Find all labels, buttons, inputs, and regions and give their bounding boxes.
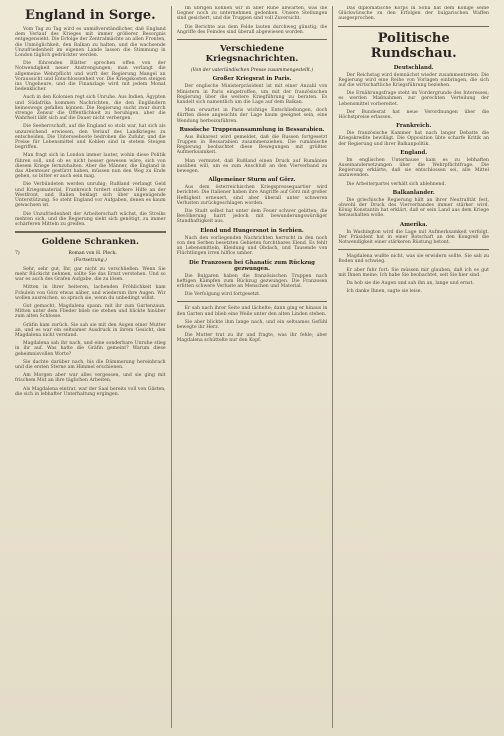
politics-section-3: England. (400, 149, 428, 156)
serial-continued: (Fortsetzung.) (73, 258, 107, 264)
section-title-3: Allgemeiner Sturm auf Görz. (208, 177, 296, 184)
column-middle (172, 6, 334, 728)
section-body-2: Aus Bukarest wird gemeldet, daß die Russen fortgesetzt Truppen in Bessarabien zusammenziehen. Die rumänische Regierung beobachtet diese Bewegungen mit größter Aufmerksamkeit. Man vermutet, daß Rußland einen Druck auf Rumänien ausüben will, um es zum Anschluß an den Vierverband zu bewegen. (176, 134, 328, 175)
section-title-4: Elend und Hungersnot in Serbien. (200, 227, 304, 234)
serial-continued-middle: Er sah nach ihrer Seite und lächelte; dann ging er hinaus in den Garten und blieb eine Weile unter den alten Linden stehen. Sie aber blickte ihm lange nach, und ein seltsames Gefühl bewegte ihr Herz. Die Mutter trat zu ihr und fragte, was ihr fehle; aber Magdalena schüttelte nur den Kopf. (176, 306, 328, 344)
serial-number: 7) (15, 251, 20, 257)
politics-section-1: Deutschland. (393, 64, 434, 71)
serial-continued-right: Magdalena wußte nicht, was sie erwidern sollte. Sie sah zu Boden und schwieg. Er aber fuhr fort: Sie müssen mir glauben, daß ich es gut mit Ihnen meine. Ich habe Sie beobachtet, seit Sie hier sind. Da hob sie die Augen und sah ihn an, lange und ernst. Ich danke Ihnen, sagte sie leise. (338, 254, 490, 295)
politics-section-5: Amerika. (400, 221, 428, 228)
section-body-3: Aus dem österreichischen Kriegspressequartier wird berichtet: Die Italiener haben ihre Angriffe auf Görz mit großer Heftigkeit erneuert, sind aber überall unter schweren Verlusten zurückgeschlagen worden. Die Stadt selbst hat unter dem Feuer schwer gelitten; die Bevölkerung harrt jedoch mit bewunderungswürdiger Standhaftigkeit aus. (176, 185, 328, 225)
politics-section-2: Frankreich. (396, 123, 432, 130)
politics-body-4: Die griechische Regierung hält an ihrer Neutralität fest, obwohl der Druck des Vierverbandes immer stärker wird. König Konstantin hat erklärt, daß er sein Land aus dem Kriege heraushalten wolle. (338, 197, 490, 219)
section-body-4: Nach den vorliegenden Nachrichten herrscht in den noch von den Serben besetzten Gebieten furchtbares Elend. Es fehlt an Lebensmitteln, Kleidung und Obdach, und Tausende von Flüchtlingen irren hilflos umher. (176, 235, 328, 257)
separator-rule-middle (177, 39, 328, 40)
column-right (333, 6, 494, 728)
column-left (10, 6, 172, 728)
article-headline-politics: Politische Rundschau. (370, 30, 457, 61)
serial-title: Goldene Schranken. (41, 237, 139, 248)
separator-rule (15, 231, 166, 233)
section-title-2: Russische Truppenansammlung in Bessarabien. (179, 126, 325, 133)
serial-byline: Roman von H. Pleck. (68, 251, 117, 257)
politics-body-1: Der Reichstag wird demnächst wieder zusammentreten. Die Regierung wird eine Reihe von Vorlagen einbringen, die sich auf die wirtschaftliche Kriegsführung beziehen. Die Ernährungsfrage steht im Vordergrunde des Interesses; es werden Maßnahmen zur gerechten Verteilung der Lebensmittel vorbereitet. Der Bundesrat hat neue Verordnungen über die Höchstpreise erlassen. (338, 72, 490, 121)
section-title-1: Großer Kriegsrat in Paris. (212, 76, 292, 83)
article-body-england: Vom Tag zu Tag wird es unmißverständlicher, daß England dem Verlauf des Krieges mit immer größerer Besorgnis entgegensieht. Die Erfolge der Zentralmächte an allen Fronten, die Unmöglichkeit, den Balkan zu halten, und die wachsende Unzufriedenheit im eigenen Lande lassen die Stimmung in London täglich gedrückter werden. Die führenden Blätter sprechen offen von der Notwendigkeit neuer Anstrengungen; man verlangt die allgemeine Wehrpflicht und wirft der Regierung Mangel an Voraussicht und Entschlossenheit vor. Die Kriegskosten steigen ins Ungeheure, und die Finanzlage wird mit jedem Monat bedenklicher. Auch in den Kolonien regt sich Unruhe. Aus Indien, Ägypten und Südafrika kommen Nachrichten, die den Engländern keineswegs gefallen können. Die Regierung sucht zwar durch strenge Zensur die Öffentlichkeit zu beruhigen, aber die Wahrheit läßt sich auf die Dauer nicht verbergen. Die Seeherrschaft, auf die England so stolz war, hat sich als unzureichend erwiesen, den Verlauf des Landkrieges zu entscheiden. Die Unterseeboote bedrohen die Zufuhr, und die Preise für Lebensmittel und Kohlen sind in stetem Steigen begriffen. Man fragt sich in London immer lauter, wohin diese Politik führen soll, und ob es nicht besser gewesen wäre, sich von diesem Kriege fernzuhalten. Aber die Männer, die England in das Abenteuer gestürzt haben, müssen nun den Weg zu Ende gehen, so bitter er auch sein mag. Die Verbündeten werden unruhig; Rußland verlangt Geld und Kriegsmaterial, Frankreich fordert stärkere Hilfe an der Westfront, und Italien beklagt sich über ungenügende Unterstützung. So steht England vor Aufgaben, denen es kaum gewachsen ist. Die Unzufriedenheit der Arbeiterschaft wächst, die Streiks mehren sich, und die Regierung sieht sich genötigt, zu immer schärferen Mitteln zu greifen. (15, 27, 166, 227)
serial-body: Sehr, sehr gut, Ihr, gar nicht zu verschließen. Wenn Sie mehr Rückicht nehmen, sollte Sie das Ernst verstehen. Und so war es auch des Grafen Aufgabe, die zu lösen. Mitten in ihrer heiteren, lachenden Fröhlichkeit kam Fräulein von Görz etwas näher, und wiederum ihre Augen. Wir wollen ausreichen, so sprach sie, wenn du unbedingt willst. Gut gemacht, Magdalena spann. mit ihr zum Gartenzaun. Mitten unter dem Flieder blieb sie stehen und blickte hinüber zum alten Schlosse. Gräfin kam zurück. Sie sah sie mit den Augen einer Mutter an, und es war ein seltsamer Ausdruck in ihrem Gesicht, den Magdalena nicht verstand. Magdalena sah ihr nach, und eine sonderbare Unruhe stieg in ihr auf. Was hatte die Gräfin gemeint? Warum diese geheimnisvollen Worte? Sie dachte darüber nach, bis die Dämmerung hereinbrach und die ersten Sterne am Himmel erschienen. Am Morgen aber war alles vergessen, und sie ging mit frischem Mut an ihre täglichen Arbeiten. Als Magdalena eintrat, war der Saal bereits voll von Gästen, die sich in lebhafter Unterhaltung ergingen. (15, 266, 166, 397)
article-headline-war-news: Verschiedene Kriegsnachrichten. (205, 44, 299, 65)
serial-header (15, 251, 166, 256)
article-subheadline-war-news: (Von der vaterländischen Presse zusammengestellt.) (190, 68, 314, 74)
section-body-1: Der englische Ministerpräsident ist mit einer Anzahl von Ministern in Paris eingetroffen, um mit der französischen Regierung über die weitere Kriegführung zu beraten. Es handelt sich namentlich um die Lage auf dem Balkan. Man erwartet in Paris wichtige Entschließungen, doch dürften diese angesichts der Lage kaum geeignet sein, eine Wendung herbeizuführen. (176, 84, 328, 124)
article-headline-england: England in Sorge. (25, 8, 156, 23)
separator-rule-right (338, 26, 489, 27)
politics-body-5: In Washington wird die Lage mit Aufmerksamkeit verfolgt. Der Präsident hat in einer Botschaft an den Kongreß die Notwendigkeit einer stärkeren Rüstung betont. (338, 229, 490, 246)
politics-body-3: Im englischen Unterhause kam es zu lebhaften Auseinandersetzungen über die Wehrpflichtfrage. Die Regierung erklärte, daß sie entschlossen sei, alle Mittel anzuwenden. Die Arbeiterpartei verhält sich ablehnend. (338, 157, 490, 187)
separator-rule-right-2 (338, 249, 489, 250)
right-intro-text: Das diplomatische Korps in Sofia hat dem Könige seine Glückwünsche zu den Erfolgen der bulgarischen Waffen ausgesprochen. (338, 6, 490, 22)
middle-intro-text: Im übrigen können wir in aller Ruhe abwarten, was die Gegner noch zu unternehmen gedenken. Unsere Stellungen sind gesichert, und die Truppen sind voll Zuversicht. Die Berichte aus dem Felde lauten durchweg günstig; die Angriffe des Feindes sind überall abgewiesen worden. (176, 6, 328, 35)
politics-section-4: Balkanlander. (392, 189, 435, 196)
section-title-5: Die Franzosen bei Ghanatic zum Rückzug gezwungen. (189, 259, 315, 272)
page-columns (10, 6, 494, 728)
separator-rule-middle-2 (177, 301, 328, 302)
politics-body-2: Die französische Kammer hat nach langer Debatte die Kriegskredite bewilligt. Die Opposition übte scharfe Kritik an der Regierung und ihrer Balkanpolitik. (338, 131, 490, 147)
section-body-5: Die Bulgaren haben die französischen Truppen nach heftigen Kämpfen zum Rückzug gezwungen. Die Franzosen erlitten schwere Verluste an Menschen und Material. Die Verfolgung wird fortgesetzt. (176, 273, 328, 298)
